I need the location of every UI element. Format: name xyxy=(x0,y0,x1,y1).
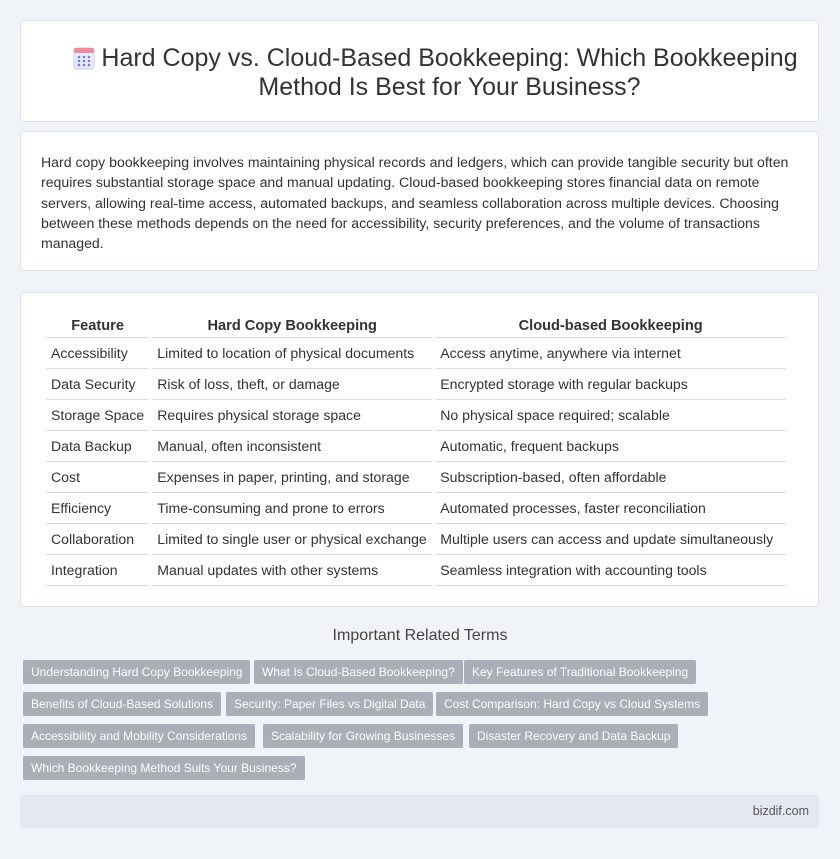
table-row xyxy=(46,400,786,431)
header-feature: Feature xyxy=(46,315,149,338)
table-row xyxy=(46,524,786,555)
comparison-table-card xyxy=(20,292,819,607)
related-term-tag[interactable]: Scalability for Growing Businesses xyxy=(263,724,463,748)
header-cloud: Cloud-based Bookkeeping xyxy=(435,315,786,338)
related-term-tag[interactable]: Disaster Recovery and Data Backup xyxy=(469,724,678,748)
calendar-icon xyxy=(73,46,95,70)
table-row xyxy=(46,369,786,400)
intro-paragraph: Hard copy bookkeeping involves maintaining physical records and ledgers, which can provide tangible security but often requires substantial storage space and manual updating. Cloud-based bookkeeping stores financial data on remote servers, allowing real-time access, automated backups, and seamless collaboration across multiple devices. Choosing between these methods depends on the need for accessibility, security preferences, and the volume of transactions managed. xyxy=(41,154,789,252)
title-card xyxy=(20,20,819,122)
intro-card xyxy=(20,131,819,271)
related-term-tag[interactable]: Accessibility and Mobility Considerations xyxy=(23,724,255,748)
table-row xyxy=(46,555,786,586)
hard-copy-cell: Limited to location of physical documents xyxy=(152,338,432,369)
related-term-tag[interactable]: Benefits of Cloud-Based Solutions xyxy=(23,692,221,716)
table-row xyxy=(46,431,786,462)
feature-cell: Data Backup xyxy=(46,431,149,462)
cloud-cell: Multiple users can access and update simultaneously xyxy=(435,524,786,555)
comparison-table xyxy=(43,315,789,586)
hard-copy-cell: Time-consuming and prone to errors xyxy=(152,493,432,524)
feature-cell: Integration xyxy=(46,555,149,586)
related-term-tag[interactable]: Which Bookkeeping Method Suits Your Business? xyxy=(23,756,305,780)
feature-cell: Efficiency xyxy=(46,493,149,524)
related-term-tag[interactable]: Understanding Hard Copy Bookkeeping xyxy=(23,660,250,684)
cloud-cell: No physical space required; scalable xyxy=(435,400,786,431)
hard-copy-cell: Expenses in paper, printing, and storage xyxy=(152,462,432,493)
footer xyxy=(20,795,819,828)
related-term-tag[interactable]: Security: Paper Files vs Digital Data xyxy=(226,692,433,716)
header-hard-copy: Hard Copy Bookkeeping xyxy=(152,315,432,338)
hard-copy-cell: Risk of loss, theft, or damage xyxy=(152,369,432,400)
table-header-row xyxy=(46,315,786,338)
related-terms-title: Important Related Terms xyxy=(332,627,508,644)
feature-cell: Accessibility xyxy=(46,338,149,369)
feature-cell: Cost xyxy=(46,462,149,493)
related-term-tag[interactable]: What Is Cloud-Based Bookkeeping? xyxy=(254,660,463,684)
related-term-tag[interactable]: Key Features of Traditional Bookkeeping xyxy=(464,660,696,684)
table-row xyxy=(46,462,786,493)
cloud-cell: Encrypted storage with regular backups xyxy=(435,369,786,400)
footer-brand: bizdif.com xyxy=(752,804,809,818)
table-row xyxy=(46,493,786,524)
cloud-cell: Subscription-based, often affordable xyxy=(435,462,786,493)
hard-copy-cell: Limited to single user or physical exchange xyxy=(152,524,432,555)
feature-cell: Data Security xyxy=(46,369,149,400)
hard-copy-cell: Manual updates with other systems xyxy=(152,555,432,586)
cloud-cell: Automatic, frequent backups xyxy=(435,431,786,462)
table-body xyxy=(46,338,786,586)
feature-cell: Collaboration xyxy=(46,524,149,555)
feature-cell: Storage Space xyxy=(46,400,149,431)
cloud-cell: Access anytime, anywhere via internet xyxy=(435,338,786,369)
page-title: Hard Copy vs. Cloud-Based Bookkeeping: Which Bookkeeping Method Is Best for Your Business? xyxy=(101,44,798,101)
table-row xyxy=(46,338,786,369)
cloud-cell: Seamless integration with accounting tools xyxy=(435,555,786,586)
hard-copy-cell: Requires physical storage space xyxy=(152,400,432,431)
cloud-cell: Automated processes, faster reconciliation xyxy=(435,493,786,524)
related-term-tag[interactable]: Cost Comparison: Hard Copy vs Cloud Systems xyxy=(436,692,708,716)
hard-copy-cell: Manual, often inconsistent xyxy=(152,431,432,462)
